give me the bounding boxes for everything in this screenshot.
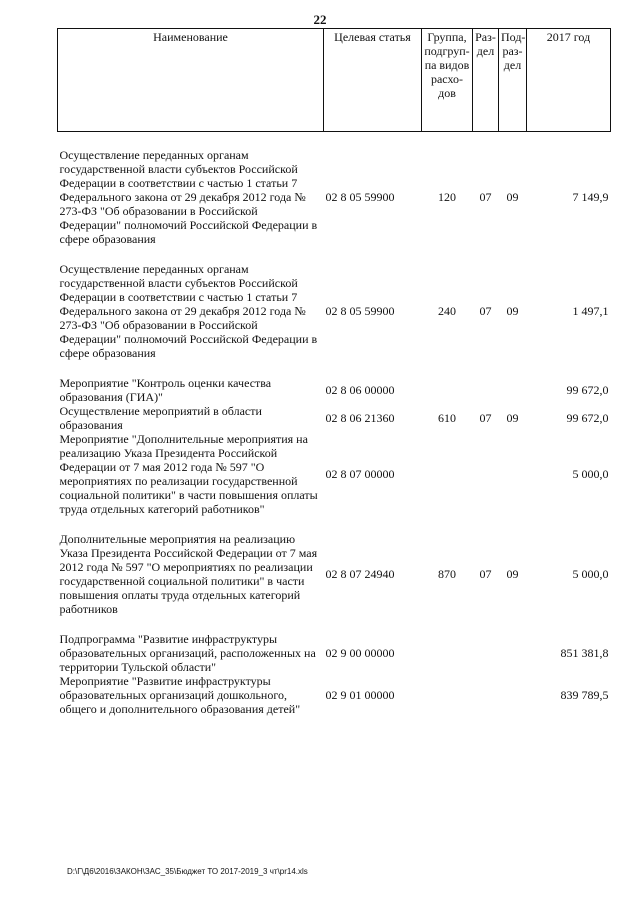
row-podrazdel [499, 432, 527, 516]
row-target-code: 02 9 01 00000 [325, 688, 395, 702]
page-number: 22 [313, 12, 327, 27]
row-amount: 7 149,9 [572, 190, 609, 204]
table-row [58, 432, 611, 516]
row-name: Мероприятие "Развитие инфраструктуры образовательных организаций дошкольного, общего и дополнительного образования детей" [59, 674, 301, 716]
row-group: 870 [438, 567, 456, 581]
table-row [58, 532, 611, 616]
row-name: Осуществление мероприятий в области образования [59, 404, 262, 432]
row-group [422, 632, 473, 674]
header-podrazdel: Под-раз-дел [499, 29, 527, 132]
table-header-row [58, 29, 611, 132]
row-target-code: 02 8 06 00000 [325, 383, 395, 397]
row-name: Подпрограмма "Развитие инфраструктуры образовательных организаций, расположенных на территории Тульской области" [59, 632, 316, 674]
row-podrazdel [499, 674, 527, 716]
row-target-code: 02 8 07 24940 [325, 567, 395, 581]
row-razdel [473, 674, 499, 716]
header-name: Наименование [58, 29, 324, 132]
footer-file-path: D:\Г\Д6\2016\ЗАКОН\ЗАС_35\Бюджет ТО 2017-2019_3 чт\pr14.xls [67, 867, 308, 876]
header-group: Группа, подгруп-па видов расхо-дов [422, 29, 473, 132]
header-target: Целевая статья [324, 29, 422, 132]
row-razdel [473, 432, 499, 516]
row-target-code: 02 8 07 00000 [325, 467, 395, 481]
row-podrazdel: 09 [506, 567, 519, 581]
row-razdel: 07 [479, 190, 492, 204]
row-amount: 99 672,0 [566, 411, 609, 425]
budget-table [57, 28, 611, 716]
row-podrazdel [499, 632, 527, 674]
row-amount: 839 789,5 [560, 688, 609, 702]
row-podrazdel: 09 [506, 411, 519, 425]
row-amount: 5 000,0 [572, 567, 609, 581]
row-podrazdel [499, 376, 527, 404]
row-razdel [473, 376, 499, 404]
table-row [58, 262, 611, 360]
table-row [58, 632, 611, 674]
row-group [422, 376, 473, 404]
row-razdel [473, 632, 499, 674]
row-name: Осуществление переданных органам государственной власти субъектов Российской Федерации в соответствии с частью 1 статьи 7 Федерального закона от 29 декабря 2012 года № 273-ФЗ "Об образовании в Российской Федерации" полномочий Российской Федерации в сфере образования [59, 148, 318, 246]
row-amount: 1 497,1 [572, 304, 609, 318]
row-group: 240 [438, 304, 456, 318]
row-razdel: 07 [479, 411, 492, 425]
row-group: 610 [438, 411, 456, 425]
row-razdel: 07 [479, 567, 492, 581]
row-razdel: 07 [479, 304, 492, 318]
row-name: Мероприятие "Дополнительные мероприятия на реализацию Указа Президента Российской Федерации от 7 мая 2012 года № 597 "О мероприятиях по реализации государственной социальной политики" в части повышения оплаты труда отдельных категорий работников" [59, 432, 318, 516]
table-row [58, 376, 611, 404]
row-target-code: 02 8 05 59900 [325, 304, 395, 318]
row-amount: 99 672,0 [566, 383, 609, 397]
row-amount: 5 000,0 [572, 467, 609, 481]
row-name: Осуществление переданных органам государственной власти субъектов Российской Федерации в соответствии с частью 1 статьи 7 Федерального закона от 29 декабря 2012 года № 273-ФЗ "Об образовании в Российской Федерации" полномочий Российской Федерации в сфере образования [59, 262, 318, 360]
table-row [58, 404, 611, 432]
row-group [422, 432, 473, 516]
row-group: 120 [438, 190, 456, 204]
row-amount: 851 381,8 [560, 646, 609, 660]
row-target-code: 02 8 06 21360 [325, 411, 395, 425]
table-row [58, 148, 611, 246]
table-row [58, 674, 611, 716]
header-year: 2017 год [527, 29, 611, 132]
row-podrazdel: 09 [506, 190, 519, 204]
row-name: Дополнительные мероприятия на реализацию Указа Президента Российской Федерации от 7 мая 2012 года № 597 "О мероприятиях по реализации государственной социальной политики" в части повышения оплаты труда отдельных категорий работников [59, 532, 318, 616]
row-target-code: 02 9 00 00000 [325, 646, 395, 660]
row-target-code: 02 8 05 59900 [325, 190, 395, 204]
row-name: Мероприятие "Контроль оценки качества образования (ГИА)" [59, 376, 272, 404]
row-podrazdel: 09 [506, 304, 519, 318]
row-group [422, 674, 473, 716]
header-razdel: Раз-дел [473, 29, 499, 132]
